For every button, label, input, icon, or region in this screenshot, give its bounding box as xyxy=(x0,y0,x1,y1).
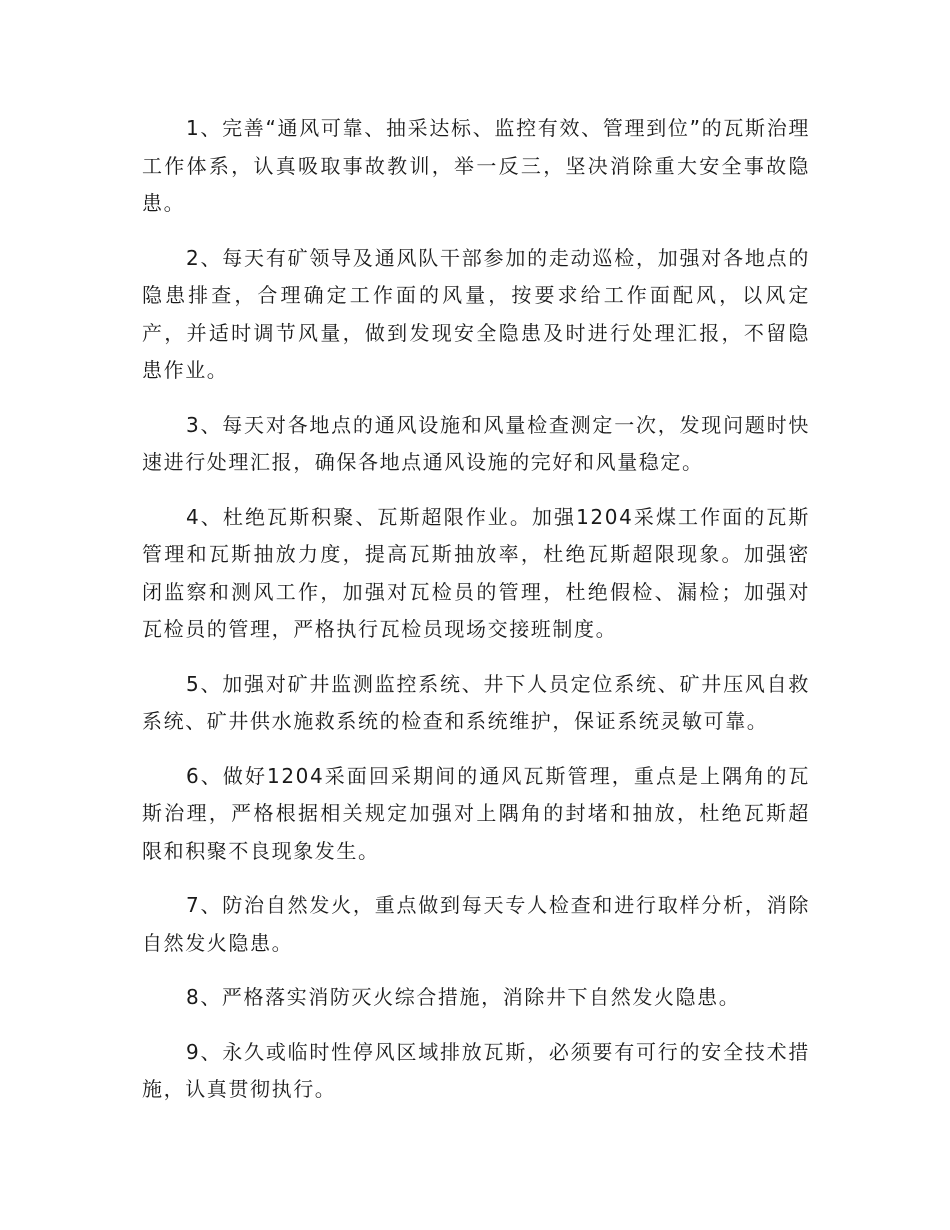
paragraph-8: 8、严格落实消防灭火综合措施，消除井下自然发火隐患。 xyxy=(186,985,741,1009)
document-body xyxy=(142,110,810,1126)
paragraph-3: 3、每天对各地点的通风设施和风量检查测定一次，发现问题时快速进行处理汇报，确保各地点通风设施的完好和风量稳定。 xyxy=(142,412,810,474)
paragraph-5: 5、加强对矿井监测监控系统、井下人员定位系统、矿井压风自救系统、矿井供水施救系统的检查和系统维护，保证系统灵敏可靠。 xyxy=(142,671,810,733)
paragraph-2: 2、每天有矿领导及通风队干部参加的走动巡检，加强对各地点的隐患排查，合理确定工作面的风量，按要求给工作面配风，以风定产，并适时调节风量，做到发现安全隐患及时进行处理汇报，不留隐患作业。 xyxy=(142,245,810,382)
paragraph-4: 4、杜绝瓦斯积聚、瓦斯超限作业。加强1204采煤工作面的瓦斯管理和瓦斯抽放力度，提高瓦斯抽放率，杜绝瓦斯超限现象。加强密闭监察和测风工作，加强对瓦检员的管理，杜绝假检、漏检；加强对瓦检员的管理，严格执行瓦检员现场交接班制度。 xyxy=(142,504,810,641)
paragraph-6: 6、做好1204采面回采期间的通风瓦斯管理，重点是上隅角的瓦斯治理，严格根据相关规定加强对上隅角的封堵和抽放，杜绝瓦斯超限和积聚不良现象发生。 xyxy=(142,763,810,863)
paragraph-9: 9、永久或临时性停风区域排放瓦斯，必须要有可行的安全技术措施，认真贯彻执行。 xyxy=(142,1039,810,1101)
paragraph-7: 7、防治自然发火，重点做到每天专人检查和进行取样分析，消除自然发火隐患。 xyxy=(142,893,810,955)
paragraph-1: 1、完善“通风可靠、抽采达标、监控有效、管理到位”的瓦斯治理工作体系，认真吸取事故教训，举一反三，坚决消除重大安全事故隐患。 xyxy=(142,116,810,215)
